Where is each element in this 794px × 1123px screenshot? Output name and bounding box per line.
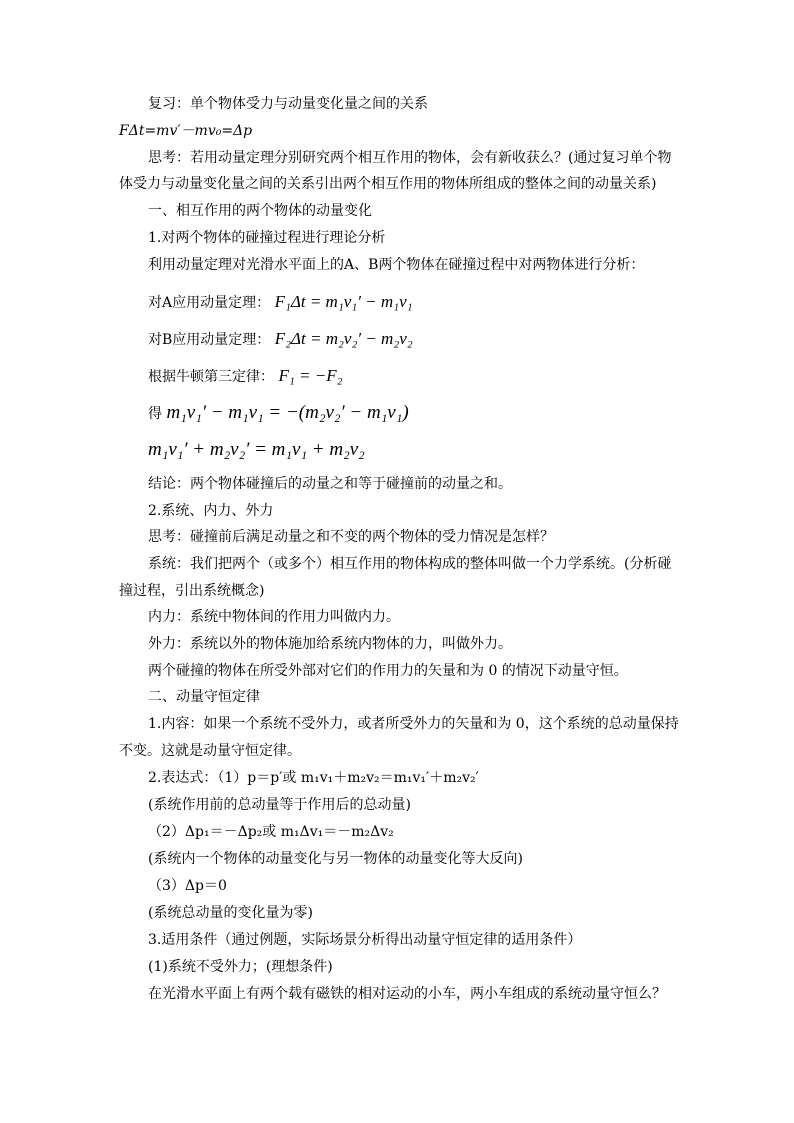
think-question: 思考：碰撞前后满足动量之和不变的两个物体的受力情况是怎样？ [148,529,554,545]
equation-row-newton [148,366,343,387]
equation: F₁Δt = m₁v₁′ − m₁v₁ [274,292,413,311]
law-content-line2: 不变。这就是动量守恒定律。 [119,743,301,759]
system-definition-line1: 系统：我们把两个（或多个）相互作用的物体构成的整体叫做一个力学系统。(分析碰 [148,556,672,572]
equation: m₁v₁′ + m₂v₂′ = m₁v₁ + m₂v₂ [148,439,365,460]
equation: F₁ = −F₂ [278,366,343,385]
expression-2-note: (系统内一个物体的动量变化与另一物体的动量变化等大反向) [148,851,523,867]
expression-3: （3）Δp＝0 [148,878,227,894]
equation-label: 对A应用动量定理： [148,295,271,311]
equation-row-conservation [148,440,365,461]
expression-1-note: (系统作用前的总动量等于作用后的总动量) [148,797,411,813]
equation: m₁v₁′ − m₁v₁ = −(m₂v₂′ − m₁v₁) [166,402,409,423]
external-force-definition: 外力：系统以外的物体施加给系统内物体的力，叫做外力。 [148,636,512,652]
equation-label: 得 [148,406,162,422]
equation-row-a [148,292,413,313]
subsection-1-heading: 1.对两个物体的碰撞过程进行理论分析 [148,230,386,246]
equation-row-b [148,329,413,350]
system-definition-line2: 撞过程，引出系统概念) [119,583,265,599]
think-paragraph-line1: 思考：若用动量定理分别研究两个相互作用的物体，会有新收获么？(通过复习单个物 [148,150,672,166]
applicability-heading: 3.适用条件（通过例题，实际场景分析得出动量守恒定律的适用条件） [148,932,582,948]
section-two-heading: 二、动量守恒定律 [148,689,260,705]
review-heading: 复习：单个物体受力与动量变化量之间的关系 [148,96,428,112]
expression-1: 2.表达式：（1）p＝p′或 m₁v₁＋m₂v₂＝m₁v₁′＋m₂v₂′ [148,770,479,786]
equation-row-result [148,403,409,424]
conservation-statement: 两个碰撞的物体在所受外部对它们的作用力的矢量和为 0 的情况下动量守恒。 [148,663,628,679]
equation-label: 根据牛顿第三定律： [148,369,274,385]
example-question: 在光滑水平面上有两个载有磁铁的相对运动的小车，两小车组成的系统动量守恒么？ [148,986,666,1002]
expression-3-note: (系统总动量的变化量为零) [148,905,313,921]
impulse-formula: FΔt=mv′－mv₀=Δp [119,123,253,139]
expression-2: （2）Δp₁＝－Δp₂或 m₁Δv₁＝－m₂Δv₂ [148,824,394,840]
internal-force-definition: 内力：系统中物体间的作用力叫做内力。 [148,609,400,625]
think-paragraph-line2: 体受力与动量变化量之间的关系引出两个相互作用的物体所组成的整体之间的动量关系) [119,176,657,192]
condition-1: (1)系统不受外力；(理想条件) [148,959,333,975]
equation-label: 对B应用动量定理： [148,332,271,348]
subsection-2-heading: 2.系统、内力、外力 [148,503,274,519]
analysis-intro: 利用动量定理对光滑水平面上的A、B两个物体在碰撞过程中对两物体进行分析： [148,257,645,273]
section-one-heading: 一、相互作用的两个物体的动量变化 [148,203,372,219]
law-content-line1: 1.内容：如果一个系统不受外力，或者所受外力的矢量和为 0，这个系统的总动量保持 [148,716,679,732]
conclusion: 结论：两个物体碰撞后的动量之和等于碰撞前的动量之和。 [148,476,512,492]
equation: F₂Δt = m₂v₂′ − m₂v₂ [274,329,413,348]
